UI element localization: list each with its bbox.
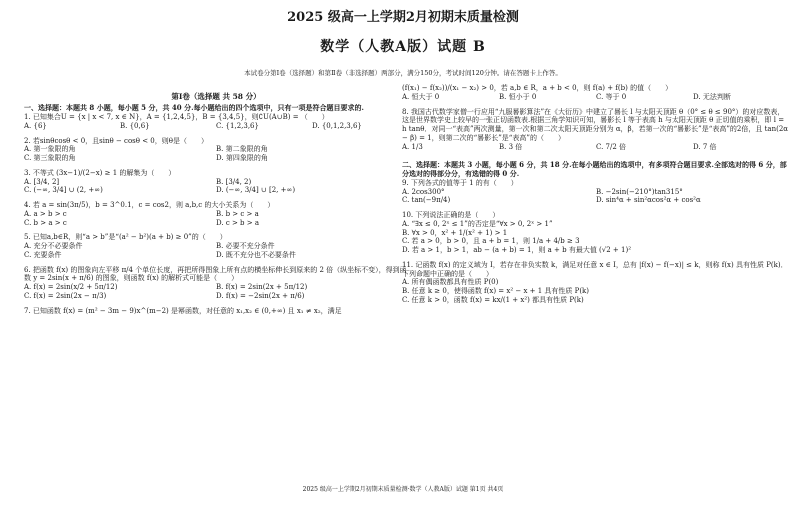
question [402, 211, 790, 261]
answer-option: D. 第四象限的角 [216, 154, 268, 163]
page-footer: 2025 级高一上学期2月初期末质量检测·数学（人教A版）试题 第1页 共4页 [302, 486, 504, 493]
answer-option: D. {0,1,2,3,6} [312, 121, 362, 130]
answer-option: B. {0,6} [120, 121, 150, 130]
question [24, 201, 408, 233]
question-stem: 1. 已知集合U = {x | x < 7, x ∈ N}，A = {1,2,4,5}，B = {3,4,5}，则∁U(A∪B) = （ ） [24, 113, 329, 122]
answer-option: D. f(x) = −2sin(2x + π/6) [216, 291, 305, 300]
answer-option: D. 若 a > 1，b > 1，ab − (a + b) = 1，则 a + b 有最大值 (√2 + 1)² [402, 246, 631, 254]
exam-subtitle: 数学（人教A版）试题 B [320, 39, 486, 55]
answer-option: C. b > a > c [24, 218, 67, 227]
answer-option: B. 任意 k ≥ 0，使得函数 f(x) = x² − x + 1 具有性质 P(k) [402, 287, 590, 295]
answer-option: D. sin⁴α + sin²αcos²α + cos²α [596, 196, 701, 205]
answer-option: B. 第二象限的角 [216, 145, 268, 154]
answer-option: A. a > b > c [24, 209, 67, 218]
answer-option: C. tan(−9π/4) [402, 196, 451, 205]
question-stem: 5. 已知a,b∈R，则“a > b”是“(a² − b²)(a + b) ≥ 0”的（ ） [24, 233, 227, 242]
answer-option: B. ∀x > 0，x² + 1/(x² + 1) > 1 [402, 228, 508, 237]
question [24, 266, 408, 307]
question-stem: 11. 记函数 f(x) 的定义域为 I，若存在非负实数 k，满足对任意 x ∈ I，总有 |f(x) − f(−x)| ≤ k，则称 f(x) 具有性质 P(k)．下列命题中正确的是（ ） [402, 260, 788, 278]
question [24, 113, 408, 137]
answer-option: A. 2cos300° [402, 187, 445, 196]
answer-option: D. 既不充分也不必要条件 [216, 250, 296, 259]
question [24, 169, 408, 201]
answer-option: A. 恒大于 0 [402, 92, 440, 101]
question-stem: (f(x₁) − f(x₂))/(x₁ − x₂) > 0，若 a,b ∈ R，a + b < 0，则 f(a) + f(b) 的值（ ） [402, 84, 673, 92]
answer-option: A. f(x) = 2sin(x/2 + 5π/12) [24, 283, 118, 292]
question [24, 137, 408, 169]
answer-option: C. 7/2 倍 [596, 142, 627, 151]
answer-option: C. 第三象限的角 [24, 154, 76, 163]
answer-option: A. [3/4, 2] [24, 177, 60, 186]
answer-option: B. 恒小于 0 [499, 92, 537, 101]
answer-option: A. 1/3 [402, 142, 423, 151]
answer-option: A. {6} [24, 121, 47, 130]
question-stem: 10. 下列说法正确的是（ ） [402, 211, 500, 219]
answer-option: B. f(x) = 2sin(2x + 5π/12) [216, 283, 308, 292]
question-stem: 9. 下列各式的值等于 1 的有（ ） [402, 178, 518, 187]
question [402, 84, 790, 108]
answer-option: C. 充要条件 [24, 250, 62, 259]
question-stem: 8. 我国古代数学家僧一行应用“九服晷影算法”在《大衍历》中建立了晷长 l 与太阳天顶距 θ（0° ≤ θ ≤ 90°）的对应数表，这是世界数学史上较早的一张正切函数表.根据三角学知识可知，晷影长 l 等于表高 h 与太阳天顶距 θ 正切值的乘积，即 l = h tanθ．对同一“表高”两次测量，第一次和第二次太阳天顶距分别为 α，β，若第一次的“晷影长”是“表高”的2倍，且 tan(2α − β) = 1，则第二次的“晷影长”是“表高”的（ ） [402, 107, 788, 142]
answer-option: D. c > b > a [216, 218, 260, 227]
question [24, 233, 408, 265]
exam-title: 2025 级高一上学期2月初期末质量检测 [287, 10, 519, 25]
question [402, 179, 790, 211]
section2-instructions: 二、选择题：本题共 3 小题，每小题 6 分，共 18 分.在每小题给出的选项中，有多项符合题目要求.全部选对的得 6 分，部分选对的得部分分，有选错的得 0 分. [402, 160, 787, 178]
part1-heading: 第Ⅰ卷（选择题 共 58 分） [171, 92, 261, 101]
right-column [402, 84, 790, 311]
answer-option: B. −2sin(−210°)tan315° [596, 187, 683, 196]
answer-option: C. f(x) = 2sin(2x − π/3) [24, 291, 107, 300]
question-stem: 6. 把函数 f(x) 的图象向左平移 π/4 个单位长度，再把所得图象上所有点的横坐标伸长到原来的 2 倍（纵坐标不变），得到函数 y = 2sin(x + π/6) 的图象，则函数 f(x) 的解析式可能是（ ） [24, 265, 407, 283]
answer-option: B. b > c > a [216, 209, 259, 218]
answer-option: C. 等于 0 [596, 92, 627, 101]
answer-option: D. (−∞, 3/4] ∪ [2, +∞) [216, 186, 296, 195]
question-stem: 3. 不等式 (3x−1)/(2−x) ≥ 1 的解集为（ ） [24, 168, 176, 177]
answer-option: A. 充分不必要条件 [24, 242, 83, 251]
answer-option: A. 第一象限的角 [24, 145, 76, 154]
exam-note: 本试卷分第Ⅰ卷（选择题）和第Ⅱ卷（非选择题）两部分，满分150分，考试时间120分钟。请在答题卡上作答。 [244, 69, 562, 77]
answer-option: C. (−∞, 3/4] ∪ (2, +∞) [24, 186, 103, 195]
left-column [24, 86, 408, 321]
question [402, 108, 790, 158]
answer-option: B. 必要不充分条件 [216, 242, 275, 251]
answer-option: C. 任意 k > 0，函数 f(x) = kx/(1 + x²) 都具有性质 P(k) [402, 295, 584, 304]
answer-option: A. 所有偶函数都具有性质 P(0) [402, 278, 499, 287]
answer-option: D. 无法判断 [693, 92, 731, 101]
answer-option: C. 若 a > 0，b > 0，且 a + b = 1，则 1/a + 4/b ≥ 3 [402, 237, 580, 246]
question [24, 307, 408, 322]
question-stem: 4. 若 a = sin(3π/5)，b = 3^0.1，c = cos2，则 a,b,c 的大小关系为（ ） [24, 201, 275, 210]
answer-option: D. 7 倍 [693, 142, 717, 151]
answer-option: A. “∃x ≤ 0, 2ˣ ≤ 1”的否定是“∀x > 0, 2ˣ > 1” [402, 219, 553, 228]
answer-option: B. [3/4, 2) [216, 177, 252, 186]
section1-instructions: 一、选择题：本题共 8 小题，每小题 5 分，共 40 分.每小题给出的四个选项中，只有一项是符合题目要求的. [24, 103, 364, 113]
question-stem: 7. 已知函数 f(x) = (m² − 3m − 9)x^(m−2) 是幂函数，对任意的 x₁,x₂ ∈ (0,+∞) 且 x₁ ≠ x₂，满足 [24, 306, 342, 315]
question [402, 261, 790, 311]
question-stem: 2. 若sinθcosθ < 0，且sinθ − cosθ < 0，则θ是（ ） [24, 136, 208, 145]
answer-option: C. {1,2,3,6} [216, 121, 259, 130]
answer-option: B. 3 倍 [499, 142, 523, 151]
